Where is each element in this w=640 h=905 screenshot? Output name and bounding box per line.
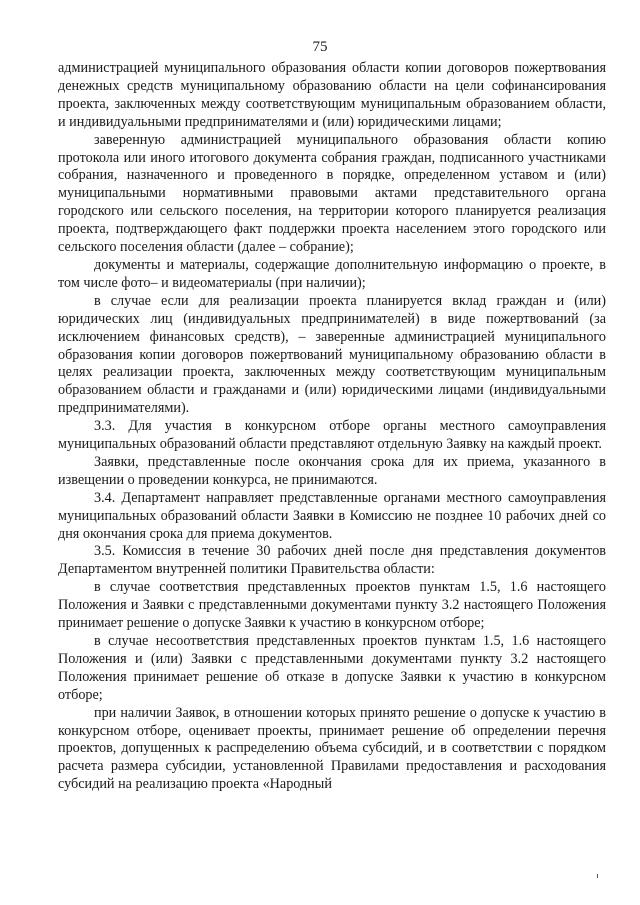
paragraph: документы и материалы, содержащие дополнительную информацию о проекте, в том числе фото– и видеоматериалы (при наличии); — [58, 256, 606, 291]
paragraph: Заявки, представленные после окончания срока для их приема, указанного в извещении о проведении конкурса, не принимаются. — [58, 453, 606, 488]
paragraph: в случае несоответствия представленных проектов пунктам 1.5, 1.6 настоящего Положения и (или) Заявки с представленными документами пункту 3.2 настоящего Положения принимает решение об отказе в допуске Заявки к участию в конкурсном отборе; — [58, 633, 606, 703]
paragraph: в случае если для реализации проекта планируется вклад граждан и (или) юридических лиц (индивидуальных предпринимателей) в виде пожертвований (за исключением финансовых средств), – заверенные администрацией муниципального образования копии договоров пожертвований муниципальному образованию области в целях реализации проекта, заключенных между соответствующим муниципальным образованием области и гражданами и (или) юридическими лицами (индивидуальными предпринимателями). — [58, 292, 606, 417]
scan-artifact — [597, 874, 598, 878]
paragraph-continuation: администрацией муниципального образования области копии договоров пожертвования денежных средств муниципальному образованию области на цели софинансирования проекта, заключенных между соответствующим муниципальным образованием области, и индивидуальными предпринимателями и (или) юридическими лицами; — [58, 60, 606, 130]
paragraph-section-3-4: 3.4. Департамент направляет представленные органами местного самоуправления муниципальных образований области Заявки в Комиссию не позднее 10 рабочих дней со дня окончания срока для приема документов. — [58, 489, 606, 542]
body-text — [58, 60, 606, 794]
paragraph: заверенную администрацией муниципального образования области копию протокола или иного итогового документа собрания граждан, подписанного участниками собрания, назначенного и проведенного в порядке, определенном уставом и (или) муниципальными нормативными правовыми актами представительного органа городского или сельского поселения, на территории которого планируется реализация проекта, подтверждающего факт поддержки проекта населением этого городского или сельского поселения области (далее – собрание); — [58, 131, 606, 256]
page-number: 75 — [312, 39, 328, 55]
paragraph: при наличии Заявок, в отношении которых принято решение о допуске к участию в конкурсном отборе, оценивает проекты, принимает решение об определении перечня проектов, допущенных к распределению объема субсидий, и в соответствии с порядком расчета размера субсидии, установленной Правилами предоставления и расходования субсидий на реализацию проекта «Народный — [58, 704, 606, 793]
paragraph-section-3-3: 3.3. Для участия в конкурсном отборе органы местного самоуправления муниципальных образований области представляют отдельную Заявку на каждый проект. — [58, 418, 606, 453]
paragraph-section-3-5: 3.5. Комиссия в течение 30 рабочих дней после дня представления документов Департаментом внутренней политики Правительства области: — [58, 543, 606, 578]
paragraph: в случае соответствия представленных проектов пунктам 1.5, 1.6 настоящего Положения и Заявки с представленными документами пункту 3.2 настоящего Положения принимает решение о допуске Заявки к участию в конкурсном отборе; — [58, 579, 606, 632]
